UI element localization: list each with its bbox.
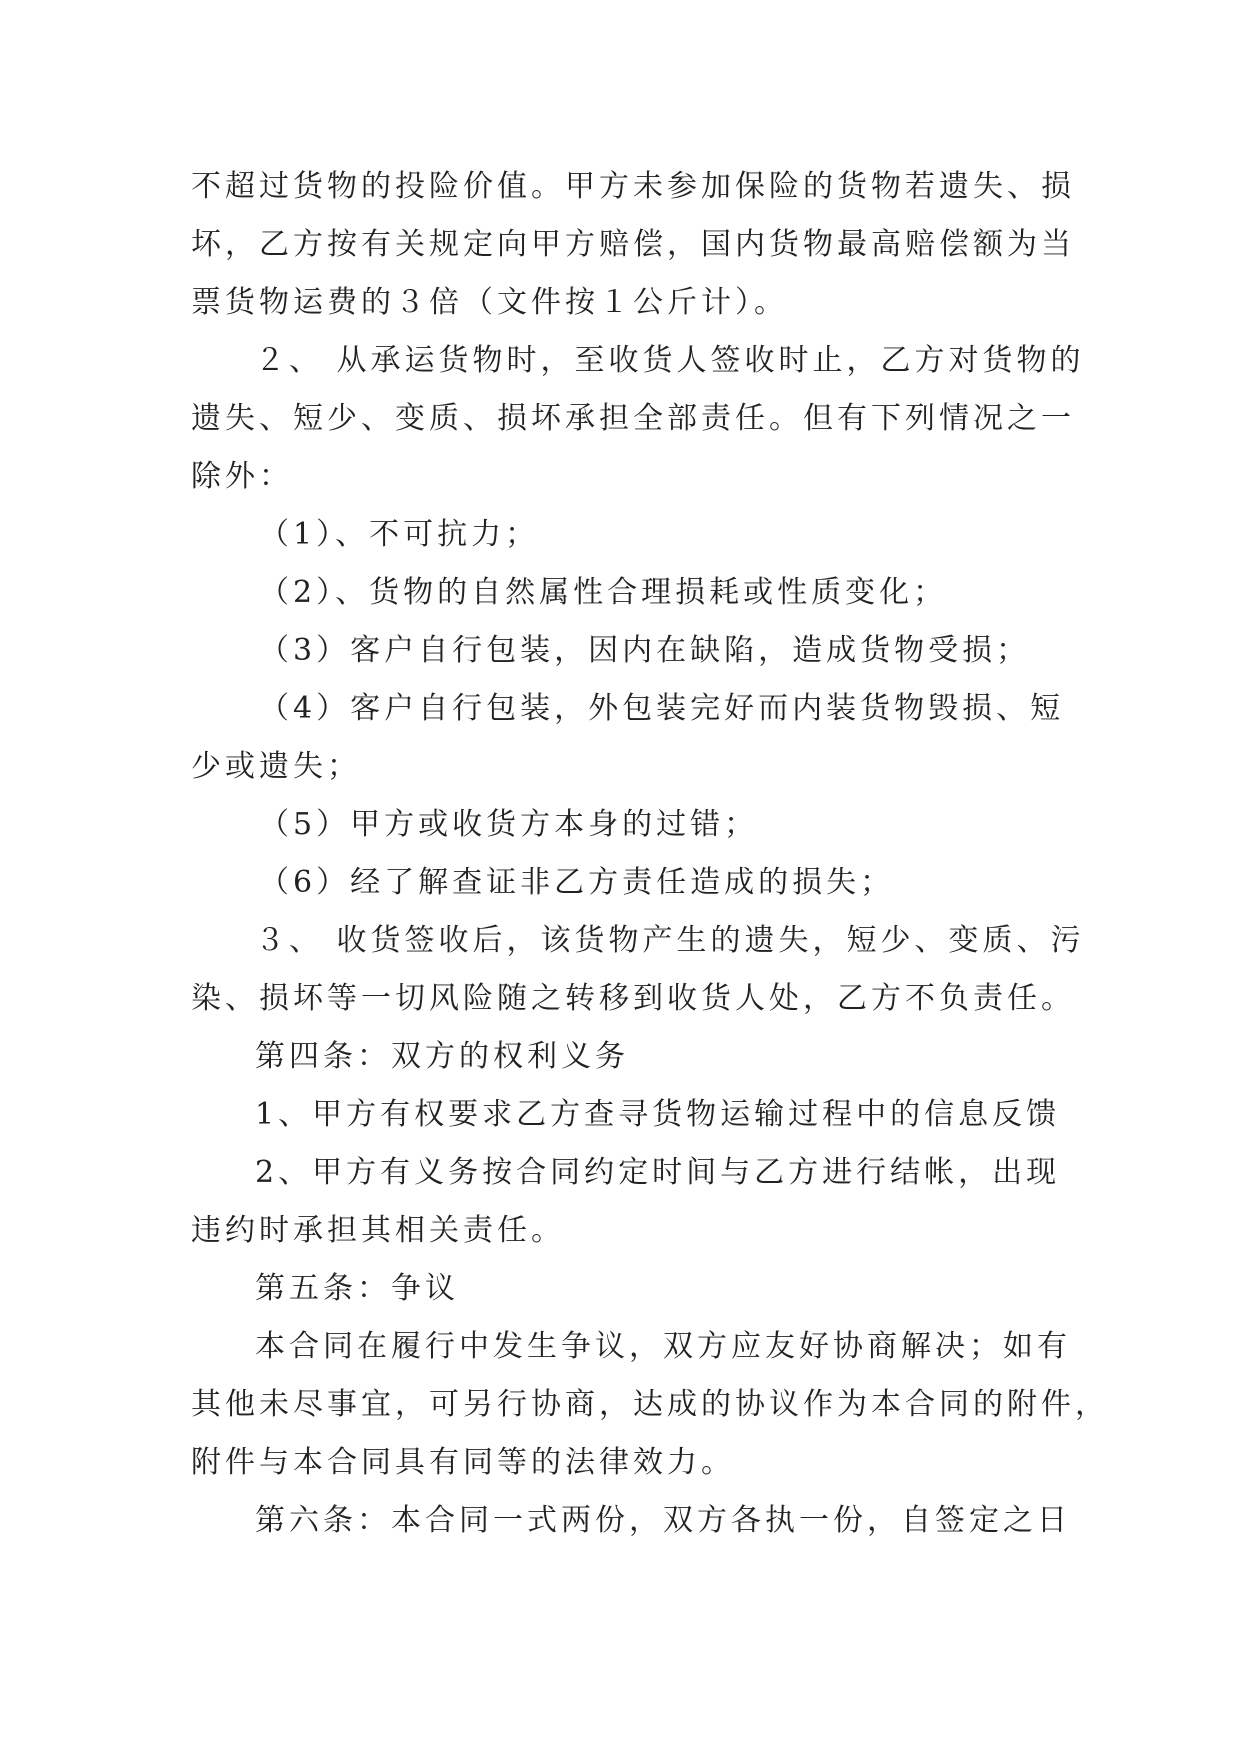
text-line: 遗失、短少、变质、损坏承担全部责任。但有下列情况之一 xyxy=(191,401,1075,436)
text-line: 染、损坏等一切风险随之转移到收货人处，乙方不负责任。 xyxy=(191,981,1075,1016)
text-line: 附件与本合同具有同等的法律效力。 xyxy=(191,1445,735,1480)
exception-item-1: （1）、不可抗力； xyxy=(259,517,540,552)
exception-item-5: （5）甲方或收货方本身的过错； xyxy=(259,807,759,842)
article-5-body: 本合同在履行中发生争议，双方应友好协商解决；如有 xyxy=(255,1329,1071,1364)
text-line: 票货物运费的３倍（文件按１公斤计）。 xyxy=(191,285,788,320)
article-4-item-1: 1、甲方有权要求乙方查寻货物运输过程中的信息反馈 xyxy=(255,1097,1061,1132)
text-line: 不超过货物的投险价值。甲方未参加保险的货物若遗失、损 xyxy=(191,169,1075,204)
exception-item-3: （3）客户自行包装，因内在缺陷，造成货物受损； xyxy=(259,633,1031,668)
text-line: 除外： xyxy=(191,459,293,494)
article-4-item-2: 2、甲方有义务按合同约定时间与乙方进行结帐，出现 xyxy=(255,1155,1061,1190)
article-5-heading: 第五条：争议 xyxy=(255,1271,459,1306)
text-line: 违约时承担其相关责任。 xyxy=(191,1213,565,1248)
clause-3-line: ３、 收货签收后，该货物产生的遗失，短少、变质、污 xyxy=(255,923,1085,958)
article-4-heading: 第四条：双方的权利义务 xyxy=(255,1039,629,1074)
exception-item-6: （6）经了解查证非乙方责任造成的损失； xyxy=(259,865,895,900)
text-line: 少或遗失； xyxy=(191,749,361,784)
clause-2-line: ２、 从承运货物时，至收货人签收时止，乙方对货物的 xyxy=(255,343,1085,378)
text-line: 坏，乙方按有关规定向甲方赔偿，国内货物最高赔偿额为当 xyxy=(191,227,1075,262)
exception-item-2: （2）、货物的自然属性合理损耗或性质变化； xyxy=(259,575,948,610)
contract-body xyxy=(191,158,1109,1550)
article-6-line: 第六条：本合同一式两份，双方各执一份，自签定之日 xyxy=(255,1503,1071,1538)
text-line: 其他未尽事宜，可另行协商，达成的协议作为本合同的附件， xyxy=(191,1387,1109,1422)
exception-item-4: （4）客户自行包装，外包装完好而内装货物毁损、短 xyxy=(259,691,1065,726)
